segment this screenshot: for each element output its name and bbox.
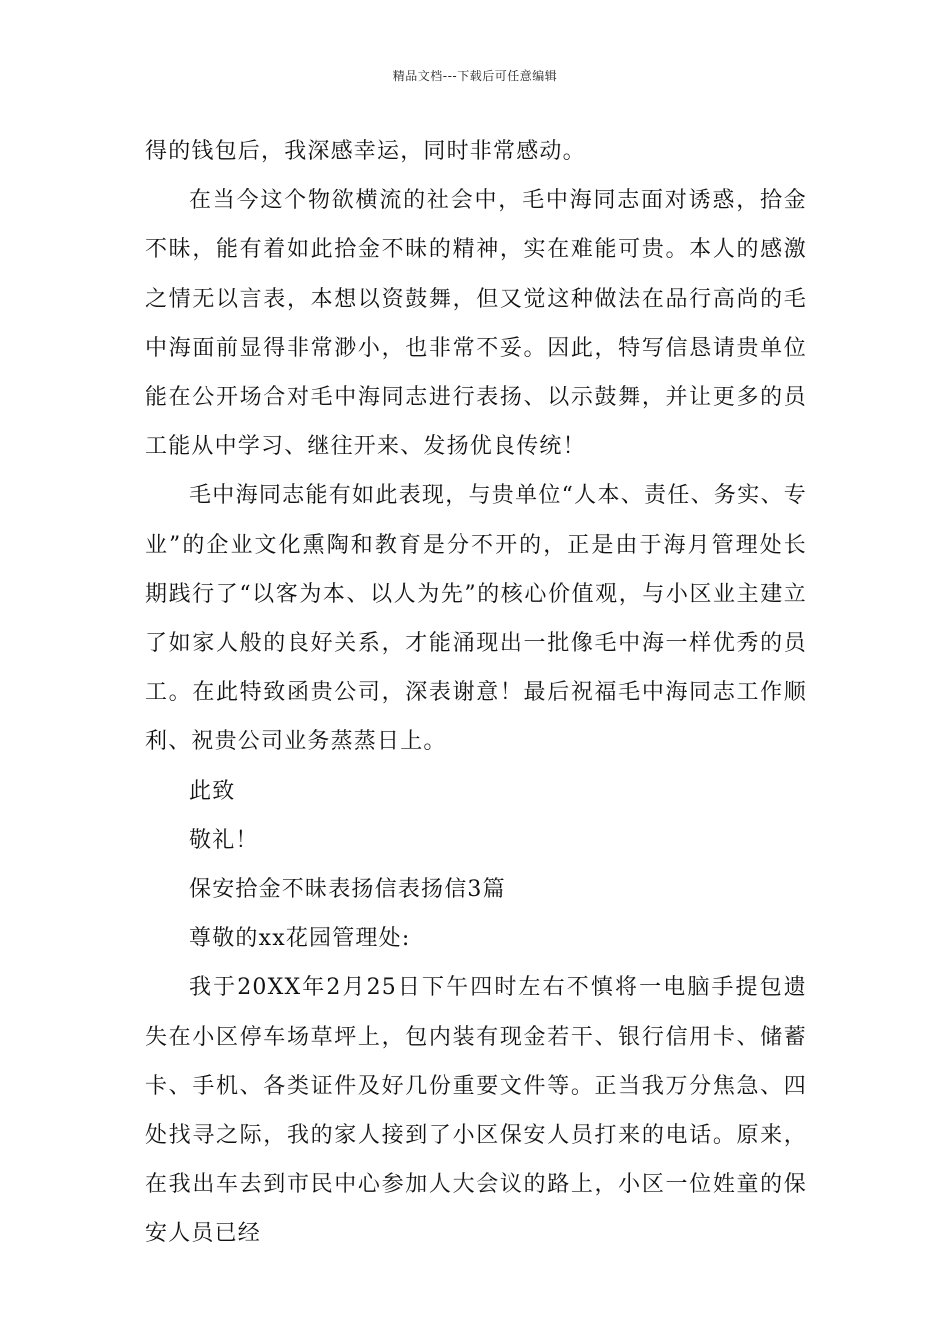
paragraph: 得的钱包后，我深感幸运，同时非常感动。 xyxy=(145,139,586,164)
closing-salutation: 此致 xyxy=(189,778,236,804)
paragraph: 在当今这个物欲横流的社会中，毛中海同志面对诱惑，拾金不昧，能有着如此拾金不昧的精神，实在难能可贵。本人的感激之情无以言表，本想以资鼓舞，但又觉这种做法在品行高尚的毛中海面前显得非常渺小，也非常不妥。因此，特写信恳请贵单位能在公开场合对毛中海同志进行表扬、以示鼓舞，并让更多的员工能从中学习、继往开来、发扬优良传统！ xyxy=(145,188,807,460)
paragraph: 毛中海同志能有如此表现，与贵单位“人本、责任、务实、专业”的企业文化熏陶和教育是分不开的，正是由于海月管理处长期践行了“以客为本、以人为先”的核心价值观，与小区业主建立了如家人般的良好关系，才能涌现出一批像毛中海一样优秀的员工。在此特致函贵公司，深表谢意！最后祝福毛中海同志工作顺利、祝贵公司业务蒸蒸日上。 xyxy=(145,483,807,755)
closing-regards: 敬礼！ xyxy=(189,827,259,853)
letter-greeting: 尊敬的xx花园管理处: xyxy=(189,926,411,952)
section-title: 保安拾金不昧表扬信表扬信3篇 xyxy=(189,877,506,903)
document-body xyxy=(145,127,807,1259)
paragraph: 我于20XX年2月25日下午四时左右不慎将一电脑手提包遗失在小区停车场草坪上，包内装有现金若干、银行信用卡、储蓄卡、手机、各类证件及好几份重要文件等。正当我万分焦急、四处找寻之际，我的家人接到了小区保安人员打来的电话。原来，在我出车去到市民中心参加人大会议的路上，小区一位姓童的保安人员已经 xyxy=(145,975,807,1247)
page-header: 精品文档---下载后可任意编辑 xyxy=(392,69,558,83)
